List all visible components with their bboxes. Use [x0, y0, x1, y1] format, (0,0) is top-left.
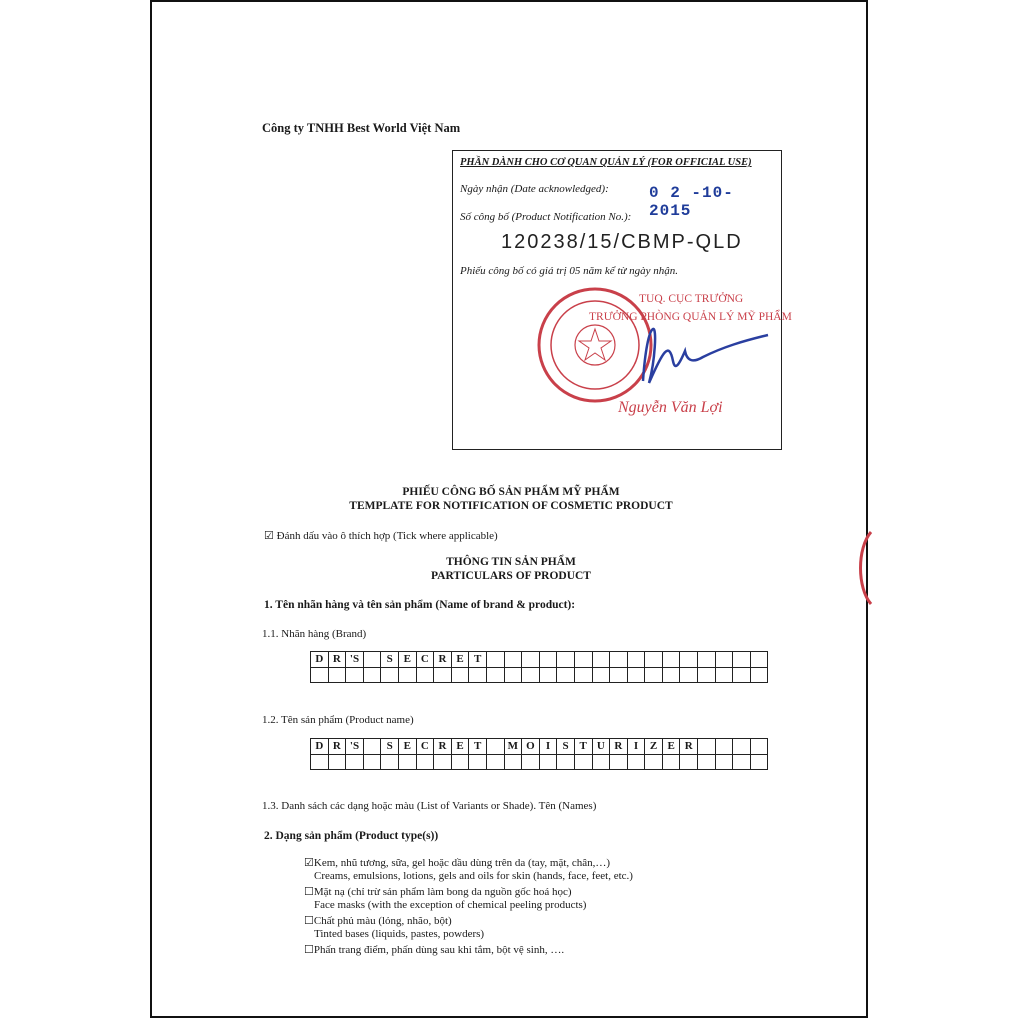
product-name-grid-cell: Z — [645, 739, 663, 755]
brand-grid-cell — [539, 667, 557, 683]
official-use-header: PHẦN DÀNH CHO CƠ QUAN QUẢN LÝ (FOR OFFICIAL USE) — [460, 157, 752, 168]
product-name-grid-row — [311, 739, 768, 755]
product-name-grid-cell — [733, 739, 751, 755]
validity-note: Phiếu công bố có giá trị 05 năm kể từ ngày nhận. — [460, 265, 679, 277]
partial-seal-icon — [853, 528, 873, 608]
brand-grid-row — [311, 667, 768, 683]
particulars-en: PARTICULARS OF PRODUCT — [431, 570, 591, 582]
brand-grid-cell — [574, 667, 592, 683]
brand-grid-cell — [504, 667, 522, 683]
brand-grid-cell — [363, 667, 381, 683]
product-type-label-en: Creams, emulsions, lotions, gels and oils for skin (hands, face, feet, etc.) — [314, 870, 633, 882]
brand-grid-cell — [574, 652, 592, 668]
brand-grid-cell — [662, 667, 680, 683]
product-name-grid-cell — [645, 754, 663, 770]
product-name-grid-cell — [662, 754, 680, 770]
product-name-grid-cell — [698, 739, 716, 755]
official-use-box — [452, 150, 792, 450]
product-name-grid-cell — [539, 754, 557, 770]
product-name-grid-cell — [715, 739, 733, 755]
date-acknowledged-value: 0 2 -10- 2015 — [649, 184, 734, 220]
product-name-grid-cell — [451, 754, 469, 770]
brand-grid-cell: R — [434, 652, 452, 668]
product-type-label-vi: Kem, nhũ tương, sữa, gel hoặc dầu dùng trên da (tay, mặt, chân,…) — [313, 857, 611, 869]
product-name-grid-cell: E — [662, 739, 680, 755]
checkbox-checked-icon: ☑ — [264, 530, 274, 542]
brand-grid-cell — [557, 667, 575, 683]
product-name-grid-cell: O — [522, 739, 540, 755]
product-name-grid-cell — [504, 754, 522, 770]
brand-grid-cell: D — [311, 652, 329, 668]
brand-grid-cell — [522, 652, 540, 668]
product-name-grid-cell — [750, 754, 768, 770]
product-name-grid-cell: R — [610, 739, 628, 755]
brand-grid-cell: T — [469, 652, 487, 668]
product-name-grid-cell — [733, 754, 751, 770]
product-type-label-vi: Phấn trang điểm, phấn dùng sau khi tắm, bột vệ sinh, …. — [313, 944, 565, 956]
product-name-grid-cell: R — [434, 739, 452, 755]
brand-grid-cell: C — [416, 652, 434, 668]
product-name-grid-cell — [574, 754, 592, 770]
brand-grid-cell — [610, 667, 628, 683]
product-name-grid-cell — [398, 754, 416, 770]
brand-grid-cell — [715, 667, 733, 683]
brand-grid-cell — [680, 667, 698, 683]
signature-title-2: TRƯỞNG PHÒNG QUẢN LÝ MỸ PHẨM — [589, 311, 792, 323]
product-name-grid-cell: R — [328, 739, 346, 755]
brand-grid-cell — [662, 652, 680, 668]
product-name-grid-cell — [363, 739, 381, 755]
brand-grid-cell — [398, 667, 416, 683]
signature-icon — [623, 321, 773, 391]
product-type-label-vi: Mặt nạ (chỉ trừ sản phẩm làm bong da nguồn gốc hoá học) — [313, 886, 572, 898]
brand-grid-cell — [733, 667, 751, 683]
brand-grid-cell — [469, 667, 487, 683]
product-type-option[interactable] — [304, 943, 564, 956]
product-name-grid-cell — [522, 754, 540, 770]
product-name-grid-cell: T — [469, 739, 487, 755]
notification-number-value: 120238/15/CBMP-QLD — [501, 231, 743, 253]
checkbox-empty-icon[interactable]: ☐ — [304, 944, 314, 956]
brand-grid — [310, 651, 768, 683]
product-name-grid-cell — [557, 754, 575, 770]
brand-grid-cell — [381, 667, 399, 683]
product-name-grid-cell: E — [398, 739, 416, 755]
product-name-grid-cell: D — [311, 739, 329, 755]
brand-grid-cell — [434, 667, 452, 683]
product-name-grid-cell — [346, 754, 364, 770]
product-name-grid-cell — [434, 754, 452, 770]
product-type-option[interactable] — [304, 856, 610, 869]
section-2-heading: 2. Dạng sản phẩm (Product type(s)) — [264, 830, 439, 842]
product-name-grid-cell — [715, 754, 733, 770]
product-name-grid-cell — [698, 754, 716, 770]
brand-grid-cell — [311, 667, 329, 683]
brand-grid-cell — [486, 667, 504, 683]
brand-grid-cell — [522, 667, 540, 683]
product-name-grid-cell: I — [627, 739, 645, 755]
brand-grid-cell — [346, 667, 364, 683]
brand-grid-cell — [680, 652, 698, 668]
brand-grid-cell: S — [381, 652, 399, 668]
particulars-vi: THÔNG TIN SẢN PHẨM — [446, 556, 576, 568]
signer-name: Nguyễn Văn Lợi — [618, 399, 723, 416]
brand-grid-cell — [592, 667, 610, 683]
brand-grid-cell: R — [328, 652, 346, 668]
product-name-grid-cell: S — [381, 739, 399, 755]
brand-grid-cell — [610, 652, 628, 668]
brand-label: 1.1. Nhãn hàng (Brand) — [262, 628, 367, 640]
product-name-grid-cell — [416, 754, 434, 770]
brand-grid-cell — [363, 652, 381, 668]
brand-grid-cell: E — [451, 652, 469, 668]
product-name-grid-cell — [750, 739, 768, 755]
brand-grid-cell — [733, 652, 751, 668]
title-en: TEMPLATE FOR NOTIFICATION OF COSMETIC PRODUCT — [349, 500, 673, 512]
product-name-grid-cell: 'S — [346, 739, 364, 755]
product-type-label-en: Tinted bases (liquids, pastes, powders) — [314, 928, 485, 940]
product-name-grid-cell — [381, 754, 399, 770]
title-vi: PHIẾU CÔNG BỐ SẢN PHẨM MỸ PHẨM — [402, 486, 620, 498]
product-name-grid-cell: S — [557, 739, 575, 755]
product-name-grid-cell: M — [504, 739, 522, 755]
brand-grid-cell — [592, 652, 610, 668]
product-name-grid-cell — [328, 754, 346, 770]
product-name-grid-cell: C — [416, 739, 434, 755]
brand-grid-cell — [557, 652, 575, 668]
tick-note — [264, 529, 498, 542]
signature-title-1: TUQ. CỤC TRƯỞNG — [639, 293, 744, 305]
product-name-grid — [310, 738, 768, 770]
product-name-label: 1.2. Tên sản phẩm (Product name) — [262, 714, 414, 726]
brand-grid-cell — [627, 667, 645, 683]
product-name-grid-cell — [486, 754, 504, 770]
brand-grid-cell — [645, 652, 663, 668]
brand-grid-cell — [750, 667, 768, 683]
brand-grid-cell — [328, 667, 346, 683]
product-name-grid-cell: U — [592, 739, 610, 755]
brand-grid-cell — [504, 652, 522, 668]
notification-number-label: Số công bố (Product Notification No.): — [460, 211, 632, 223]
product-name-grid-cell — [363, 754, 381, 770]
tick-note-text: Đánh dấu vào ô thích hợp (Tick where applicable) — [276, 530, 498, 542]
product-name-grid-cell — [486, 739, 504, 755]
product-name-grid-cell — [680, 754, 698, 770]
section-1-heading: 1. Tên nhãn hàng và tên sản phẩm (Name of brand & product): — [264, 599, 576, 611]
brand-grid-cell — [627, 652, 645, 668]
brand-grid-cell — [486, 652, 504, 668]
brand-grid-cell — [645, 667, 663, 683]
brand-grid-cell — [715, 652, 733, 668]
product-type-label-vi: Chất phủ màu (lỏng, nhão, bột) — [313, 915, 452, 927]
product-name-grid-cell — [311, 754, 329, 770]
product-type-option[interactable] — [304, 914, 452, 927]
product-name-grid-cell — [592, 754, 610, 770]
company-name: Công ty TNHH Best World Việt Nam — [262, 121, 461, 135]
product-type-label-en: Face masks (with the exception of chemical peeling products) — [314, 899, 587, 911]
brand-grid-cell — [750, 652, 768, 668]
product-name-grid-row — [311, 754, 768, 770]
product-name-grid-cell: T — [574, 739, 592, 755]
brand-grid-row — [311, 652, 768, 668]
brand-grid-cell: E — [398, 652, 416, 668]
checkbox-empty-icon[interactable]: ☐ — [304, 915, 314, 927]
date-acknowledged-label: Ngày nhận (Date acknowledged): — [460, 183, 609, 195]
product-name-grid-cell — [610, 754, 628, 770]
product-name-grid-cell: R — [680, 739, 698, 755]
product-name-grid-cell: E — [451, 739, 469, 755]
product-type-option[interactable] — [304, 885, 572, 898]
brand-grid-cell — [698, 652, 716, 668]
checkbox-checked-icon[interactable]: ☑ — [304, 857, 314, 869]
brand-grid-cell — [698, 667, 716, 683]
product-name-grid-cell — [627, 754, 645, 770]
brand-grid-cell — [451, 667, 469, 683]
brand-grid-cell — [416, 667, 434, 683]
brand-grid-cell: 'S — [346, 652, 364, 668]
document-page — [150, 0, 868, 1018]
product-name-grid-cell — [469, 754, 487, 770]
checkbox-empty-icon[interactable]: ☐ — [304, 886, 314, 898]
product-name-grid-cell: I — [539, 739, 557, 755]
brand-grid-cell — [539, 652, 557, 668]
variants-label: 1.3. Danh sách các dạng hoặc màu (List of Variants or Shade). Tên (Names) — [262, 800, 597, 812]
